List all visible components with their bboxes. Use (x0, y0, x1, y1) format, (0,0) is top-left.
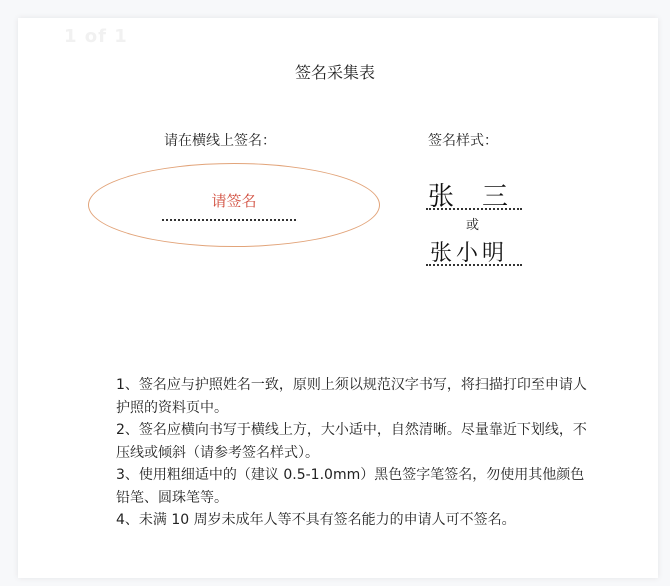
sample-line-2 (426, 264, 522, 266)
sample-1-surname: 张 (428, 182, 457, 212)
sample-label: 签名样式： (428, 133, 498, 149)
page-indicator: 1 of 1 (64, 26, 128, 47)
sample-1-given: 三 (482, 182, 511, 212)
sample-signature-2: 张小明 (430, 241, 509, 266)
note-item-4: 4、未满 10 周岁未成年人等不具有签名能力的申请人可不签名。 (116, 512, 516, 528)
note-item-2: 2、签名应横向书写于横线上方，大小适中，自然清晰。尽量靠近下划线，不压线或倾斜（请参考签名样式）。 (116, 422, 587, 461)
instructions-notes (116, 374, 596, 532)
note-item-1: 1、签名应与护照姓名一致，原则上须以规范汉字书写，将扫描打印至申请人护照的资料页中。 (116, 377, 587, 416)
sign-instruction-label: 请在横线上签名： (164, 133, 276, 149)
signature-line (162, 219, 296, 221)
or-text: 或 (466, 218, 480, 233)
signature-placeholder: 请签名 (211, 192, 257, 210)
note-item-3: 3、使用粗细适中的（建议 0.5-1.0mm）黑色签字笔签名，勿使用其他颜色铅笔、圆珠笔等。 (116, 467, 585, 506)
sample-line-1 (426, 208, 522, 210)
form-title: 签名采集表 (294, 63, 375, 82)
